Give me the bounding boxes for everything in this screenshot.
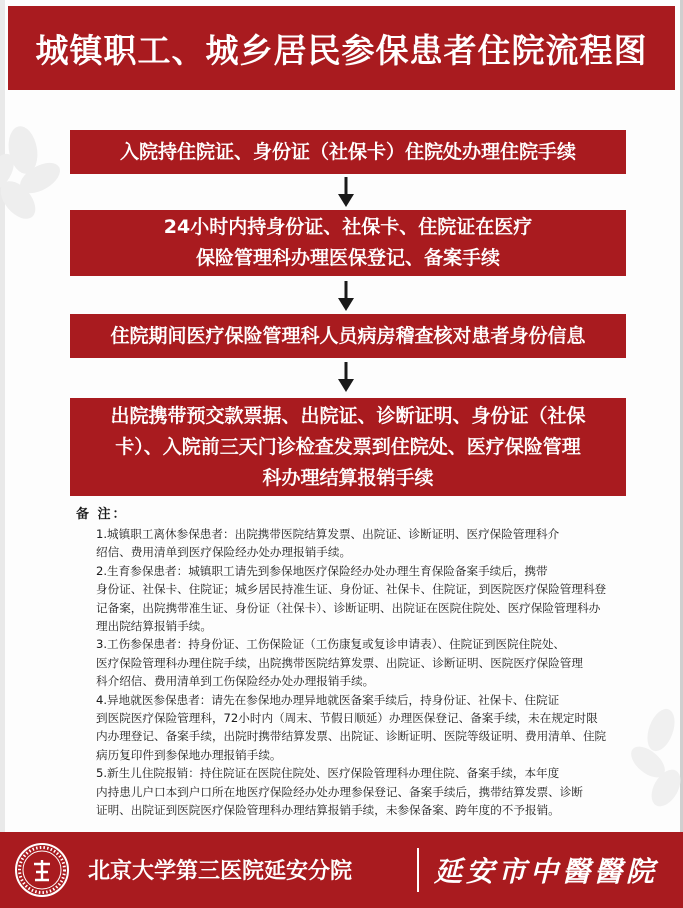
note-line: 到医院医疗保险管理科，72小时内（周末、节假日顺延）办理医保登记、备案手续，未在规定时限	[96, 711, 598, 726]
flower-watermark-icon	[626, 700, 683, 810]
hospital-name-calligraphy: 延安市中醫醫院	[434, 855, 659, 888]
notes-title: 备 注：	[76, 507, 128, 522]
note-line: 理出院结算报销手续。	[96, 619, 212, 634]
note-line: 绍信、费用清单到医疗保险经办处办理报销手续。	[96, 545, 352, 560]
note-line: 5.新生儿住院报销：持住院证在医院住院处、医疗保险管理科办理住院、备案手续，本年度	[96, 766, 560, 781]
note-line: 证明、出院证到医院医疗保险管理科办理结算报销手续，未参保备案、跨年度的不予报销。	[96, 803, 560, 818]
flower-watermark-icon	[0, 120, 68, 230]
note-line: 科介绍信、费用清单到工伤保险经办处办理报销手续。	[96, 674, 375, 689]
step-text: 保险管理科办理医保登记、备案手续	[195, 247, 500, 269]
note-line: 身份证、社保卡、住院证；城乡居民持准生证、身份证、社保卡、住院证，到医院医疗保险管理科登	[96, 582, 607, 597]
step-text: 入院持住院证、身份证（社保卡）住院处办理住院手续	[119, 140, 576, 163]
note-line: 2.生育参保患者：城镇职工请先到参保地医疗保险经办处办理生育保险备案手续后，携带	[96, 563, 548, 578]
note-item-retired	[96, 525, 632, 562]
note-item-maternity	[96, 562, 632, 636]
note-line: 4.异地就医参保患者：请先在参保地办理异地就医备案手续后，持身份证、社保卡、住院证	[96, 692, 560, 707]
hospital-name: 北京大学第三医院延安分院	[88, 859, 353, 884]
step-text: 住院期间医疗保险管理科人员病房稽查核对患者身份信息	[110, 324, 586, 347]
footer-divider	[417, 848, 419, 892]
note-line: 1.城镇职工离休参保患者：出院携带医院结算发票、出院证、诊断证明、医疗保险管理科介	[96, 527, 560, 541]
note-line: 医疗保险管理科办理住院手续，出院携带医院结算发票、出院证、诊断证明、医院医疗保险管理	[96, 655, 583, 670]
step-text: 卡）、入院前三天门诊检查发票到住院处、医疗保险管理	[115, 435, 581, 458]
flow-step-admission	[70, 130, 626, 174]
flow-step-registration	[70, 210, 626, 276]
flow-step-discharge	[70, 398, 626, 496]
page-header	[8, 6, 675, 90]
notes-section	[76, 505, 632, 820]
note-item-out-of-area	[96, 691, 632, 765]
note-line: 3.工伤参保患者：持身份证、工伤保险证（工伤康复或复诊申请表）、住院证到医院住院处、	[96, 637, 566, 652]
note-line: 记备案，出院携带准生证、身份证（社保卡）、诊断证明、出院证在医院住院处、医疗保险管理科办	[96, 600, 601, 615]
note-line: 病历复印件到参保地办理报销手续。	[96, 747, 282, 762]
arrow-down-icon	[338, 281, 354, 311]
flow-step-verification	[70, 314, 626, 358]
step-text: 出院携带预交款票据、出院证、诊断证明、身份证（社保	[110, 404, 586, 427]
note-item-newborn	[96, 764, 632, 819]
note-line: 内持患儿户口本到户口所在地医疗保险经办处办理参保登记、备案手续后，携带结算发票、诊断	[96, 784, 583, 799]
page-title: 城镇职工、城乡居民参保患者住院流程图	[35, 30, 648, 70]
arrow-down-icon	[338, 362, 354, 392]
step-text: 24小时内持身份证、社保卡、住院证在医疗	[163, 216, 533, 238]
note-item-work-injury	[96, 635, 632, 690]
note-line: 内办理登记、备案手续，出院时携带结算发票、出院证、诊断证明、医院等级证明、费用清单、住院	[96, 729, 607, 744]
hospital-seal-icon	[14, 842, 70, 898]
arrow-down-icon	[338, 177, 354, 207]
step-text: 科办理结算报销手续	[262, 466, 434, 489]
page-footer	[0, 832, 683, 908]
